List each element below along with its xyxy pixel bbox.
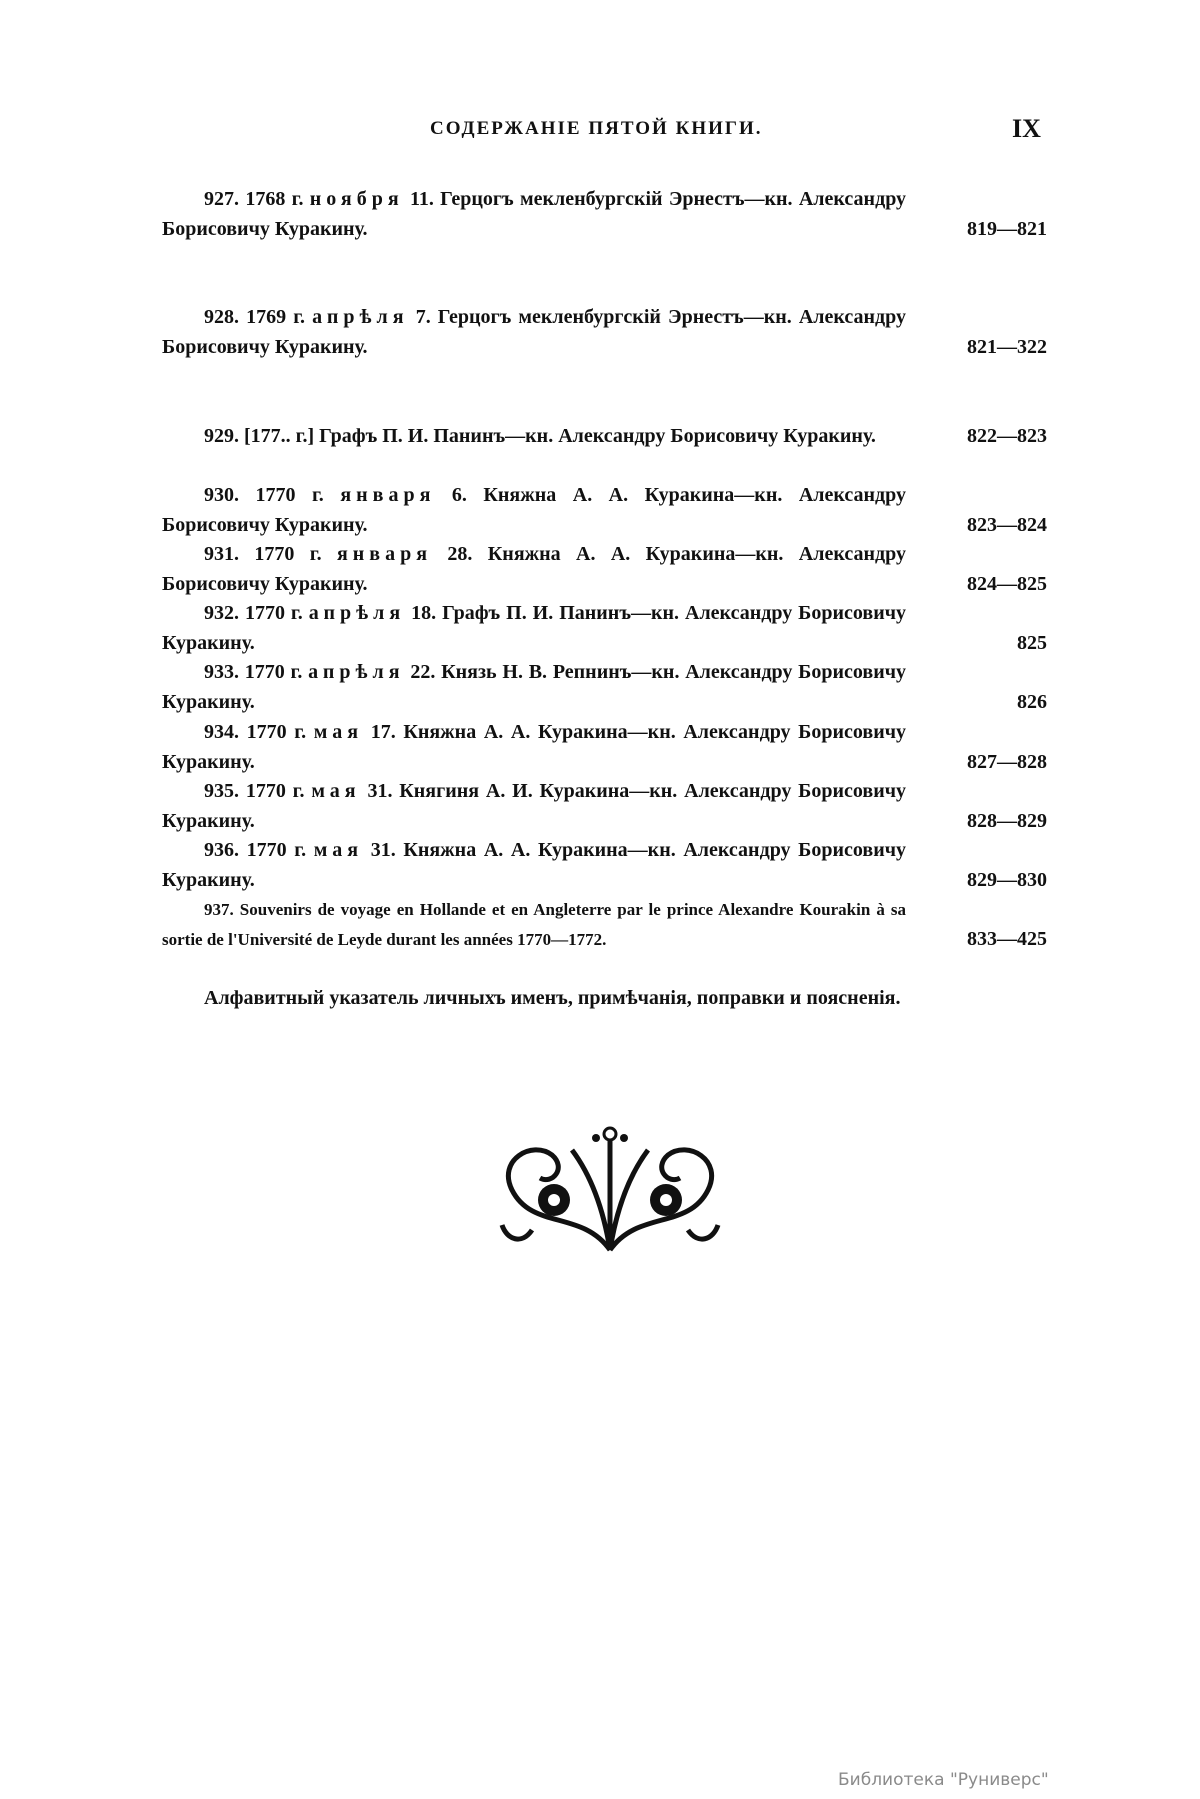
contents-entry xyxy=(162,481,1047,540)
contents-entry xyxy=(162,599,1047,658)
entry-description: 31. Княгиня А. И. Куракина—кн. Александру Борисовичу Куракину. xyxy=(162,780,906,832)
entry-month: января xyxy=(336,543,433,565)
entry-number: 936. xyxy=(204,839,239,861)
contents-entry xyxy=(162,540,1047,599)
entry-number: 931. xyxy=(204,543,239,565)
entry-description: 6. Княжна А. А. Куракина—кн. Александру Борисовичу Куракину. xyxy=(162,484,907,536)
contents-entry xyxy=(162,658,1047,717)
entry-text xyxy=(162,984,906,1014)
entry-pages: 822—823 xyxy=(967,425,1047,447)
entry-month: апрѣля xyxy=(308,661,405,683)
entry-text xyxy=(162,777,906,836)
entry-pages: 819—821 xyxy=(967,217,1047,240)
entry-number: 935. xyxy=(204,780,239,802)
entry-text xyxy=(162,481,906,540)
contents-entry xyxy=(162,777,1047,836)
entry-number: 930. xyxy=(204,484,239,506)
entry-pages: 833—425 xyxy=(967,927,1047,950)
entry-number: 937. xyxy=(204,900,234,919)
contents-entry xyxy=(162,984,1047,1014)
entry-text xyxy=(162,658,906,717)
contents-entry xyxy=(162,718,1047,777)
entry-text xyxy=(162,540,906,599)
entry-number: 934. xyxy=(204,721,239,743)
contents-entry xyxy=(162,422,1047,452)
entry-pages: 826 xyxy=(1017,690,1047,713)
entry-description: Алфавитный указатель личныхъ именъ, примѣчанія, поправки и поясненія. xyxy=(204,987,901,1009)
entry-pages: 825 xyxy=(1017,631,1047,654)
entry-year: 1770 г. xyxy=(245,780,305,802)
entry-year: 1769 г. xyxy=(246,306,306,328)
page-number: IX xyxy=(1012,114,1041,143)
entry-year: 1770 г. xyxy=(246,721,307,743)
entry-year: 1770 г. xyxy=(254,543,322,565)
entry-text xyxy=(162,422,906,452)
entry-description: 22. Князь Н. В. Репнинъ—кн. Александру Борисовичу Куракину. xyxy=(162,661,907,713)
entry-description: 7. Герцогъ мекленбургскій Эрнестъ—кн. Александру Борисовичу Куракину. xyxy=(162,306,907,358)
entry-description: 31. Княжна А. А. Куракина—кн. Александру Борисовичу Куракину. xyxy=(162,839,907,891)
entry-year: [177.. г.] xyxy=(244,425,315,447)
floral-ornament-icon xyxy=(492,1120,728,1256)
entry-year: 1770 г. xyxy=(244,602,303,624)
entry-pages: 829—830 xyxy=(967,868,1047,891)
entry-text xyxy=(162,303,906,362)
entry-month: ноября xyxy=(309,188,404,210)
contents-entry xyxy=(162,895,1047,954)
entry-pages: 824—825 xyxy=(967,572,1047,595)
entry-pages: 823—824 xyxy=(967,513,1047,536)
entry-year: 1768 г. xyxy=(245,188,304,210)
entry-number: 928. xyxy=(204,306,239,328)
contents-entry xyxy=(162,185,1047,244)
entry-description: 28. Княжна А. А. Куракина—кн. Александру Борисовичу Куракину. xyxy=(162,543,906,595)
contents-entry xyxy=(162,836,1047,895)
entry-text xyxy=(162,185,906,244)
entry-text xyxy=(162,599,906,658)
entry-description: 18. Графъ П. И. Панинъ—кн. Александру Борисовичу Куракину. xyxy=(162,602,907,654)
entry-year: 1770 г. xyxy=(255,484,324,506)
entry-text xyxy=(162,836,906,895)
entry-number: 932. xyxy=(204,602,239,624)
entry-pages: 821—322 xyxy=(967,335,1047,358)
contents-entry xyxy=(162,303,1047,362)
entry-description: Графъ П. И. Панинъ—кн. Александру Борисовичу Куракину. xyxy=(319,425,876,447)
library-watermark: Библиотека "Руниверс" xyxy=(838,1770,1049,1790)
entry-month: января xyxy=(340,484,436,506)
entry-month: мая xyxy=(311,780,361,802)
entry-month: апрѣля xyxy=(308,602,406,624)
entry-pages: 828—829 xyxy=(967,809,1047,832)
page-title: СОДЕРЖАНІЕ ПЯТОЙ КНИГИ. xyxy=(430,118,763,139)
entry-number: 933. xyxy=(204,661,239,683)
entry-month: апрѣля xyxy=(312,306,409,328)
entry-number: 927. xyxy=(204,188,239,210)
entry-pages: 827—828 xyxy=(967,750,1047,773)
entry-number: 929. xyxy=(204,425,239,447)
page-header xyxy=(0,114,1200,148)
entry-text xyxy=(162,718,906,777)
entry-month: мая xyxy=(313,839,364,861)
entry-description: Souvenirs de voyage en Hollande et en Angleterre par le prince Alexandre Kourakin à sa sortie de l'Université de Leyde durant les années 1770—1772. xyxy=(162,900,906,949)
entry-text xyxy=(162,895,906,954)
entry-description: 17. Княжна А. А. Куракина—кн. Александру Борисовичу Куракину. xyxy=(162,721,907,773)
entry-year: 1770 г. xyxy=(246,839,307,861)
entry-year: 1770 г. xyxy=(244,661,303,683)
entry-description: 11. Герцогъ мекленбургскій Эрнестъ—кн. Александру Борисовичу Куракину. xyxy=(162,188,907,240)
entry-month: мая xyxy=(313,721,364,743)
